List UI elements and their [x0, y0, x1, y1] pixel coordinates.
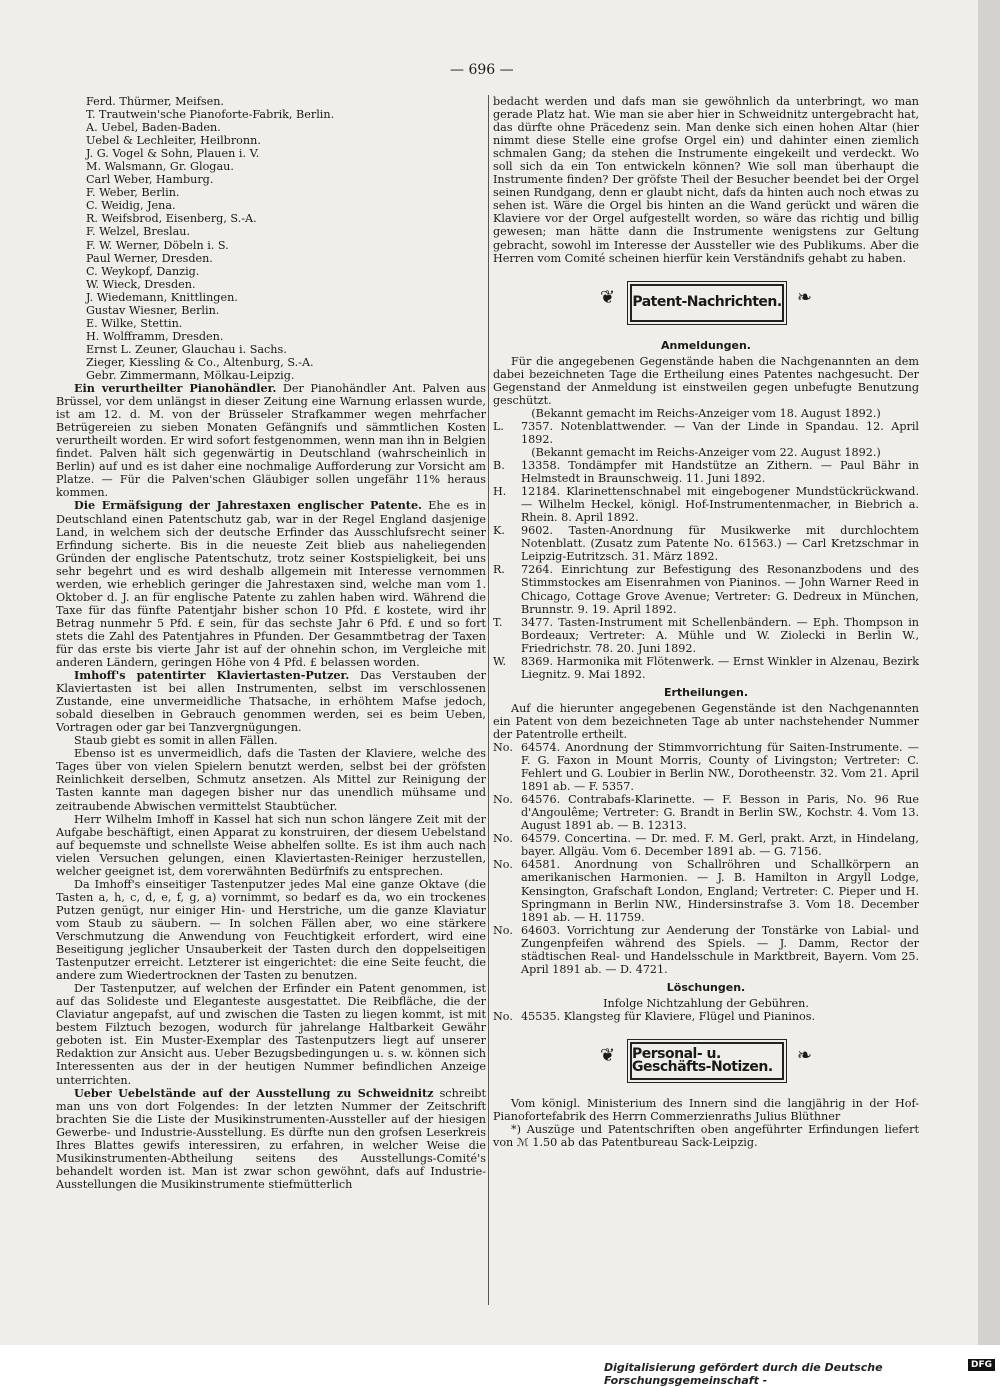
name-list-item: J. Wiedemann, Knittlingen.: [86, 290, 238, 304]
name-list-item: F. W. Werner, Döbeln i. S.: [86, 238, 229, 252]
entry-list: [493, 420, 919, 446]
name-list-item: H. Wolfframm, Dresden.: [86, 329, 224, 343]
entry-text: 64576. Contrabafs-Klarinette. — F. Besson in Paris, No. 96 Rue d'Angoulême; Vertreter: G. Brandt in Berlin SW., Kochstr. 4. Vom 13. August 1891 ab. — B. 12313.: [521, 793, 919, 833]
name-list-item: R. Weifsbrod, Eisenberg, S.-A.: [86, 212, 257, 226]
paragraph: Da Imhoff's einseitiger Tastenputzer jedes Mal eine ganze Oktave (die Tasten a, h, c, d, e, f, g, a) vornimmt, so bedarf es da, wo ein trockenes Putzen genügt, nur einiger Hin- und Herstriche, um die ganze Klaviatur vom Staub zu säubern. — In solchen Fällen aber, wo eine stärkere Verschmutzung die Anwendung von Feuchtigkeit erfordert, wird eine Beseitigung jeglicher Unsauberkeit der Tasten durch den doppelseitigen Tastenputzer erreicht. Letzterer ist eingerichtet: die eine Seite feucht, die andere zum Wiedertrocknen der Tasten zu benutzen.: [56, 877, 486, 983]
name-list-item: F. Weber, Berlin.: [86, 186, 180, 200]
name-list-item: A. Uebel, Baden-Baden.: [86, 121, 221, 135]
entry-label: R.: [493, 563, 505, 577]
patent-entry: [493, 524, 919, 563]
publication-note: (Bekannt gemacht im Reichs-Anzeiger vom 22. August 1892.): [531, 445, 881, 459]
dfg-logo: DFG: [968, 1359, 995, 1371]
name-list-item: C. Weidig, Jena.: [86, 199, 176, 213]
patent-entry: [493, 655, 919, 681]
right-column: [493, 95, 919, 1149]
patent-entry: [493, 793, 919, 832]
patent-entry: [493, 832, 919, 858]
name-list-item: J. G. Vogel & Sohn, Plauen i. V.: [86, 147, 260, 161]
entry-label: No.: [493, 923, 513, 937]
name-list-item: Paul Werner, Dresden.: [86, 251, 213, 265]
patent-news-banner: [596, 281, 816, 325]
name-list-item: Zieger, Kiessling & Co., Altenburg, S.-A.: [86, 355, 314, 369]
ornament-icon: ❦: [600, 1045, 616, 1066]
entry-list: [493, 1010, 919, 1023]
entry-label: No.: [493, 793, 513, 807]
name-list-item: M. Walsmann, Gr. Glogau.: [86, 160, 234, 174]
entry-text: 64579. Concertina. — Dr. med. F. M. Gerl, prakt. Arzt, in Hindelang, bayer. Allgäu. Vom 6. December 1891 ab. — G. 7156.: [521, 832, 919, 859]
patent-entry: [493, 459, 919, 485]
article-text: Ehe es in Deutschland einen Patentschutz gab, war in der Regel England dasjenige Land, in welchem sich der deutsche Erfinder das Ausschlufsrecht seiner Erfindung sicherte. Bis in die neueste Zeit blieb aus naheliegenden Gründen der englische Patentschutz, trotz seiner Kostspieligkeit, bei uns sehr begehrt und es wird deshalb allgemein mit Interesse vernommen werden, wie erheblich geringer die Jahrestaxen sind, welche man vom 1. Oktober d. J. an für englische Patente zu zahlen haben wird. Während die Taxe für das fünfte Patentjahr bisher schon 10 Pfd. £ kostete, wird ihr Betrag nunmehr 5 Pfd. £ sein, für das sechste Jahr 6 Pfd. £ und so fort stets die Zahl des Patentjahres in Pfunden. Der Gesammtbetrag der Taxen für das erste bis vierte Jahr ist auf der ohnehin schon, im Vergleiche mit anderen Ländern, geringen Höhe von 4 Pfd. £ belassen worden.: [56, 499, 486, 670]
article-convicted-dealer: [56, 382, 486, 499]
column-divider: [488, 95, 489, 1305]
article-heading: Imhoff's patentirter Klaviertasten-Putzer.: [74, 668, 350, 683]
banner-title: Personal- u. Geschäfts-Notizen.: [630, 1042, 784, 1080]
patent-entry: [493, 420, 919, 446]
paragraph: Vom königl. Ministerium des Innern sind die langjährig in der Hof-Pianofortefabrik des Herrn Commerzienraths Julius Blüthner: [493, 1097, 919, 1124]
name-list-item: Uebel & Lechleiter, Heilbronn.: [86, 134, 261, 148]
ornament-icon: ❦: [600, 286, 616, 308]
name-list-item: Ernst L. Zeuner, Glauchau i. Sachs.: [86, 342, 287, 356]
banner-title: Patent-Nachrichten.: [630, 284, 784, 322]
paragraph: Ebenso ist es unvermeidlich, dafs die Tasten der Klaviere, welche des Tages über von vielen Spielern benutzt werden, selbst bei der gröfsten Reinlichkeit derselben, Schmutz ansetzen. Als Mittel zur Reinigung der Tasten kannte man dagegen bisher nur das unendlich mühsame und zeitraubende Abwischen vermittelst Staubtücher.: [56, 747, 486, 813]
publication-note: (Bekannt gemacht im Reichs-Anzeiger vom 18. August 1892.): [531, 406, 881, 420]
paragraph: bedacht werden und dafs man sie gewöhnlich da unterbringt, wo man gerade Platz hat. Wie man sie aber hier in Schweidnitz untergebracht hat, das dürfte ohne Präcedenz sein. Man denke sich einen hohen Altar (hier nimmt diese Stelle eine grofse Orgel ein) und dahinter einen ziemlich schmalen Gang; da stehen die Instrumente eingekeilt und verdeckt. Wo soll sich da ein Ton entwickeln können? Wie soll man überhaupt die Instrumente finden? Der gröfste Theil der Besucher beendet bei der Orgel seinen Rundgang, denn er glaubt nicht, dafs da hinten auch noch etwas zu sehen ist. Wäre die Orgel bis hinten an die Wand gerückt und wären die Klaviere vor der Orgel aufgestellt worden, so wäre das richtig und billig gewesen; man hätte dann die Instrumente wenigstens zur Geltung gebracht, sowohl im Interesse der Aussteller wie des Publikums. Aber die Herren vom Comité scheinen hierfür kein Verständnifs gehabt zu haben.: [493, 95, 919, 265]
article-english-patents: [56, 499, 486, 669]
entry-text: 3477. Tasten-Instrument mit Schellenbändern. — Eph. Thompson in Bordeaux; Vertreter: A. Mühle und W. Ziolecki in Berlin W., Friedrichstr. 78. 20. Juni 1892.: [521, 615, 919, 655]
name-list-item: T. Trautwein'sche Pianoforte-Fabrik, Berlin.: [86, 108, 335, 122]
name-list-item: Gustav Wiesner, Berlin.: [86, 303, 220, 317]
entry-label: T.: [493, 615, 503, 629]
entry-label: No.: [493, 741, 513, 755]
entry-text: 64603. Vorrichtung zur Aenderung der Tonstärke von Labial- und Zungenpfeifen während des Spiels. — J. Damm, Rector der städtischen Real- und Handelsschule in Marktbreit, Bayern. Vom 25. April 1891 ab. — D. 4721.: [521, 923, 919, 976]
subheading: Infolge Nichtzahlung der Gebühren.: [603, 996, 809, 1010]
entry-text: 8369. Harmonika mit Flötenwerk. — Ernst Winkler in Alzenau, Bezirk Liegnitz. 9. Mai 1892.: [521, 654, 919, 681]
entry-list: [493, 741, 919, 976]
entry-text: 12184. Klarinettenschnabel mit eingebogener Mundstückrückwand. — Wilhelm Heckel, königl. Hof-Instrumentenmacher, in Biebrich a. Rhein. 8. April 1892.: [521, 485, 919, 525]
paragraph: Auf die hierunter angegebenen Gegenstände ist den Nachgenannten ein Patent von dem bezeichneten Tage ab unter nachstehender Nummer der Patentrolle ertheilt.: [493, 701, 919, 741]
article-heading: Ueber Uebelstände auf der Ausstellung zu Schweidnitz: [74, 1085, 434, 1100]
entry-text: 45535. Klangsteg für Klaviere, Flügel und Pianinos.: [521, 1009, 816, 1023]
patent-entry: [493, 1010, 919, 1023]
article-text: schreibt man uns von dort Folgendes: In der letzten Nummer der Zeitschrift brachten Sie die Liste der Musikinstrumenten-Aussteller auf der hiesigen Gewerbe- und Industrie-Ausstellung. Es dürfte nun den grofsen Leserkreis Ihres Blattes gewifs interessiren, zu erfahren, in welcher Weise die Musikinstrumenten-Abtheilung seitens des Ausstellungs-Comité's behandelt worden ist. Man ist zwar schon gewöhnt, dafs auf Industrie-Ausstellungen die Musikinstrumente stiefmütterlich: [56, 1086, 486, 1191]
patent-entry: [493, 563, 919, 615]
article-text: Das Verstauben der Klaviertasten ist bei allen Instrumenten, selbst im verschlossenen Zustande, eine unvermeidliche Thatsache, in erhöhtem Mafse jedoch, sobald dieselben in Gebrauch genommen werden, sei es beim Ueben, Vortragen oder gar bei Tanzvergnügungen.: [56, 669, 486, 735]
article-text: Der Pianohändler Ant. Palven aus Brüssel, vor dem unlängst in dieser Zeitung eine Warnung erlassen wurde, ist am 12. d. M. von der Brüsseler Strafkammer wegen mehrfacher Betrügereien zu sieben Monaten Gefängnifs und sämmtlichen Kosten verurtheilt worden. Er wird sofort festgenommen, wenn man ihn in Belgien findet. Palven hält sich gegenwärtig in Deutschland (wahrscheinlich in Berlin) auf und es ist daher eine nochmalige Aufforderung zur Vorsicht am Platze. — Für die Palven'schen Gläubiger sollen ungefähr 11% heraus kommen.: [56, 382, 486, 500]
name-list-item: Ferd. Thürmer, Meifsen.: [86, 95, 224, 108]
entry-text: 64574. Anordnung der Stimmvorrichtung für Saiten-Instrumente. — F. G. Faxon in Mount Morris, County of Livingston; Vertreter: C. Fehlert und G. Loubier in Berlin NW., Dorotheenstr. 32. Vom 21. April 1891 ab. — F. 5357.: [521, 741, 919, 794]
name-list-item: F. Welzel, Breslau.: [86, 225, 191, 239]
entry-list: [493, 459, 919, 681]
paragraph: Staub giebt es somit in allen Fällen.: [74, 734, 278, 748]
entry-label: B.: [493, 459, 505, 473]
entry-text: 7264. Einrichtung zur Befestigung des Resonanzbodens und des Stimmstockes am Eisenrahmen von Pianinos. — John Warner Reed in Chicago, Cottage Grove Avenue; Vertreter: G. Dedreux in München, Brunnstr. 9. 19. April 1892.: [521, 563, 919, 616]
entry-label: W.: [493, 654, 507, 668]
paragraph: Für die angegebenen Gegenstände haben die Nachgenannten an dem dabei bezeichneten Tage die Ertheilung eines Patentes nachgesucht. Der Gegenstand der Anmeldung ist einstweilen gegen unbefugte Benutzung geschützt.: [493, 354, 919, 407]
article-heading: Die Ermäfsigung der Jahrestaxen englischer Patente.: [74, 498, 422, 513]
patent-entry: [493, 924, 919, 976]
entry-label: H.: [493, 485, 507, 499]
name-list-item: E. Wilke, Stettin.: [86, 316, 183, 330]
patent-entry: [493, 741, 919, 793]
name-list-item: Carl Weber, Hamburg.: [86, 173, 214, 187]
funding-footer: Digitalisierung gefördert durch die Deutsche Forschungsgemeinschaft -: [604, 1361, 883, 1387]
entry-text: 64581. Anordnung von Schallröhren und Schallkörpern an amerikanischen Harmonien. — J. B. Hamilton in Argyll Lodge, Kensington, Grafschaft London, England; Vertreter: C. Pieper und H. Springmann in Berlin NW., Hindersinstrafse 3. Vom 18. December 1891 ab. — H. 11759.: [521, 858, 919, 924]
footnote: *) Auszüge und Patentschriften oben angeführter Erfindungen liefert von ℳ 1.50 ab das Patentbureau Sack-Leipzig.: [493, 1123, 919, 1150]
entry-text: 7357. Notenblattwender. — Van der Linde in Spandau. 12. April 1892.: [521, 419, 919, 446]
entry-label: No.: [493, 1009, 513, 1023]
section-heading: Löschungen.: [666, 980, 746, 994]
name-list: [56, 95, 486, 382]
page-edge: [978, 0, 1000, 1345]
patent-entry: [493, 485, 919, 524]
section-heading: Anmeldungen.: [661, 338, 751, 352]
entry-text: 13358. Tondämpfer mit Handstütze an Zithern. — Paul Bähr in Helmstedt in Braunschweig. 11. Juni 1892.: [521, 459, 919, 486]
article-heading: Ein verurtheilter Pianohändler.: [74, 381, 277, 396]
name-list-item: C. Weykopf, Danzig.: [86, 264, 200, 278]
left-column: [56, 95, 486, 1191]
paragraph: Der Tastenputzer, auf welchen der Erfinder ein Patent genommen, ist auf das Solideste und Eleganteste ausgestattet. Die Reibfläche, die der Claviatur angepafst, auf und zwischen die Tasten zu liegen kommt, ist mit bestem Filztuch bezogen, wodurch für jahrelange Haltbarkeit Gewähr geboten ist. Ein Muster-Exemplar des Tastenputzers liegt auf unserer Redaktion zur Ansicht aus. Ueber Bezugsbedingungen u. s. w. können sich Interessenten aus der in der heutigen Nummer befindlichen Anzeige unterrichten.: [56, 982, 486, 1087]
name-list-item: W. Wieck, Dresden.: [86, 277, 196, 291]
entry-label: L.: [493, 419, 504, 433]
page-number: — 696 —: [450, 62, 514, 78]
entry-label: No.: [493, 832, 513, 846]
entry-text: 9602. Tasten-Anordnung für Musikwerke mit durchlochtem Notenblatt. (Zusatz zum Patente No. 61563.) — Carl Kretzschmar in Leipzig-Eutritzsch. 31. März 1892.: [521, 524, 919, 564]
patent-entry: [493, 616, 919, 655]
entry-label: No.: [493, 858, 513, 872]
personal-news-banner: [596, 1039, 816, 1083]
section-heading: Ertheilungen.: [663, 685, 749, 699]
patent-entry: [493, 858, 919, 923]
ornament-icon: ❧: [796, 1045, 812, 1066]
entry-label: K.: [493, 524, 505, 538]
article-key-cleaner: [56, 669, 486, 734]
name-list-item: Gebr. Zimmermann, Mölkau-Leipzig.: [86, 368, 295, 382]
ornament-icon: ❧: [796, 286, 812, 308]
article-exhibition: [56, 1087, 486, 1191]
paragraph: Herr Wilhelm Imhoff in Kassel hat sich nun schon längere Zeit mit der Aufgabe beschäftigt, einen Apparat zu konstruiren, der diesem Uebelstand auf bequemste und schnellste Weise abhelfen sollte. Es ist ihm auch nach vielen Versuchen gelungen, einen Klaviertasten-Reiniger herzustellen, welcher geeignet ist, dem vorerwähnten Bedürfnifs zu entsprechen.: [56, 812, 486, 878]
